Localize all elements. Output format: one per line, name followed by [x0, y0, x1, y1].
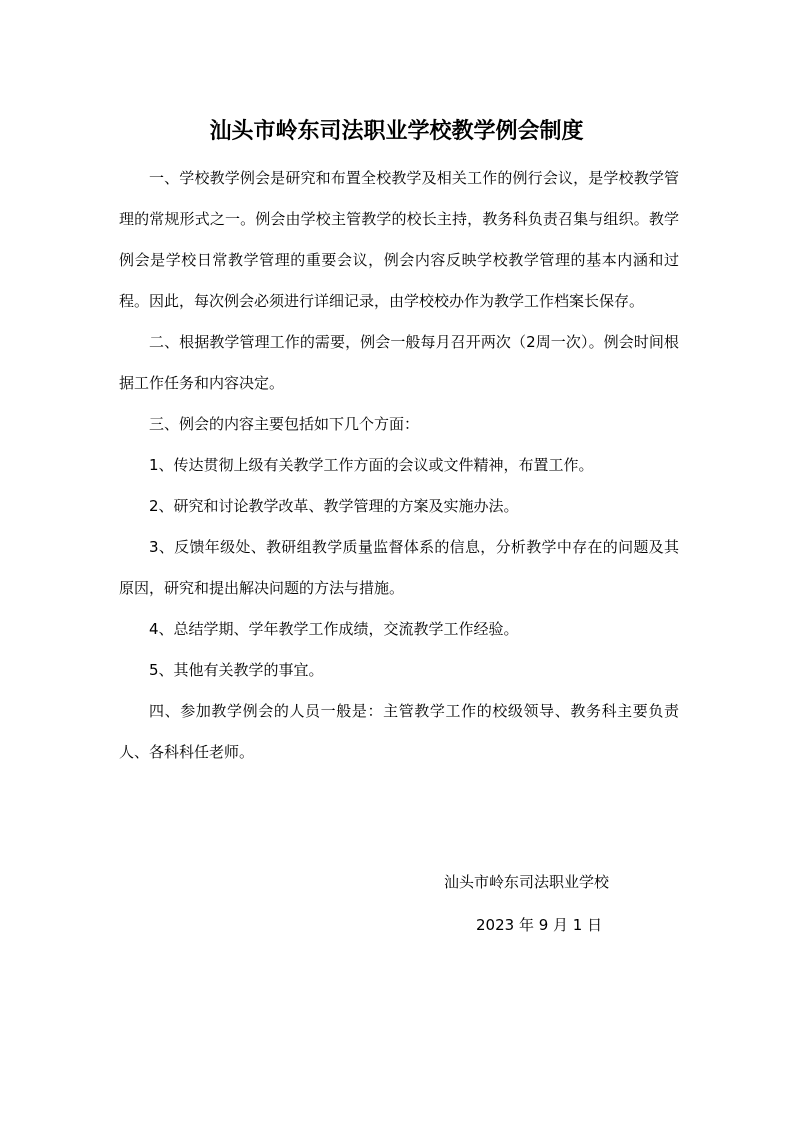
list-item-4: 4、总结学期、学年教学工作成绩，交流教学工作经验。	[149, 620, 519, 638]
list-item-1: 1、传达贯彻上级有关教学工作方面的会议或文件精神，布置工作。	[149, 456, 594, 474]
paragraph-1: 一、学校教学例会是研究和布置全校教学及相关工作的例行会议，是学校教学管理的常规形式之一。例会由学校主管教学的校长主持，教务科负责召集与组织。教学例会是学校日常教学管理的重要会议，例会内容反映学校教学管理的基本内涵和过程。因此，每次例会必须进行详细记录，由学校校办作为教学工作档案长保存。	[119, 169, 679, 310]
list-item-5: 5、其他有关教学的事宜。	[149, 661, 324, 679]
signature-block	[444, 868, 610, 934]
signature-date: 2023 年 9 月 1 日	[476, 916, 603, 934]
paragraph-2: 二、根据教学管理工作的需要，例会一般每月召开两次（2周一次）。例会时间根据工作任务和内容决定。	[119, 333, 679, 392]
signature-organization: 汕头市岭东司法职业学校	[444, 873, 610, 891]
list-item-2: 2、研究和讨论教学改革、教学管理的方案及实施办法。	[149, 497, 519, 515]
document-title: 汕头市岭东司法职业学校教学例会制度	[209, 118, 584, 144]
document-body	[119, 158, 679, 773]
list-item-3: 3、反馈年级处、教研组教学质量监督体系的信息，分析教学中存在的问题及其原因，研究和提出解决问题的方法与措施。	[119, 538, 679, 597]
paragraph-4: 四、参加教学例会的人员一般是：主管教学工作的校级领导、教务科主要负责人、各科科任老师。	[119, 702, 679, 761]
paragraph-3: 三、例会的内容主要包括如下几个方面：	[149, 415, 420, 433]
